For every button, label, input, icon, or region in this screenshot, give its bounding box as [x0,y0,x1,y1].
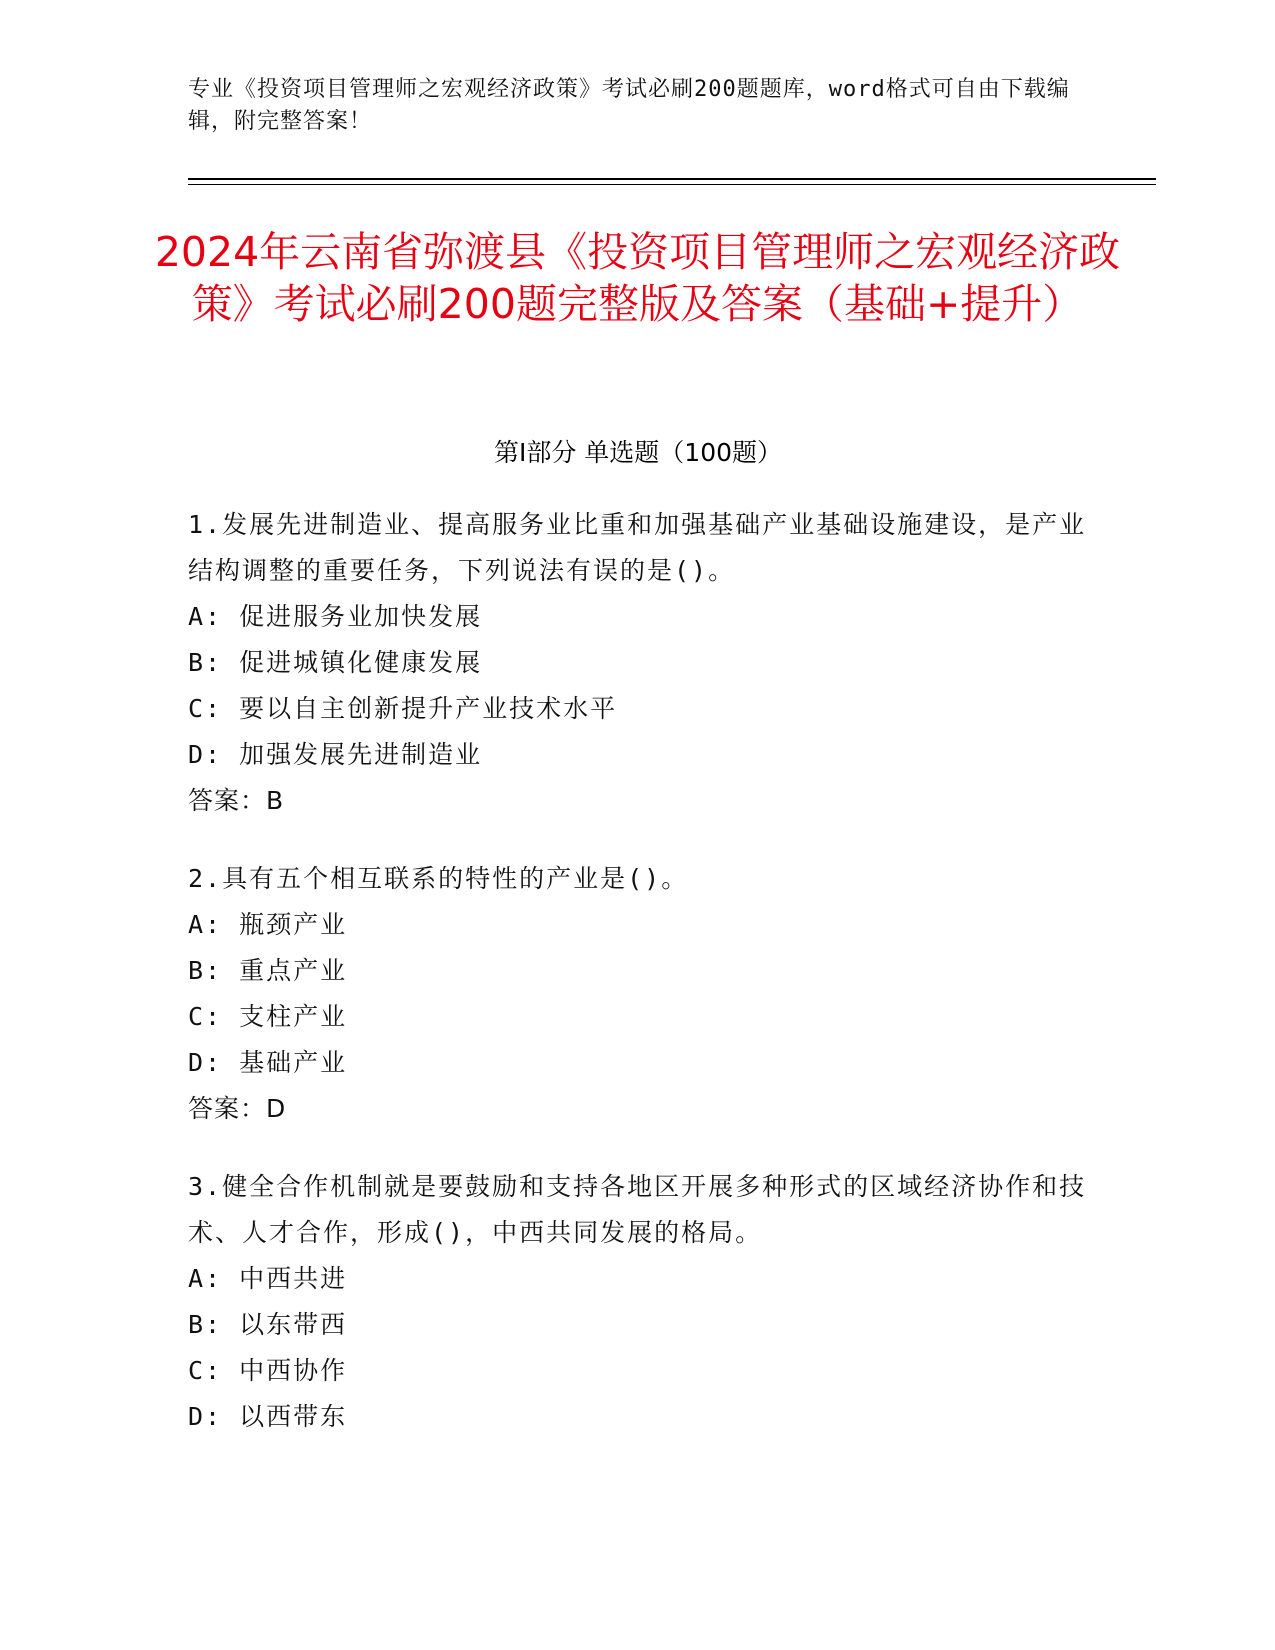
option-b: B: 促进城镇化健康发展 [188,648,483,677]
answer: 答案：B [188,786,285,815]
header-rule-thick [188,178,1156,180]
header-rule-thin [188,184,1156,185]
option-d: D: 加强发展先进制造业 [188,740,483,769]
question-3 [188,1164,1088,1440]
document-title: 2024年云南省弥渡县《投资项目管理师之宏观经济政策》考试必刷200题完整版及答案（基础+提升） [154,228,1121,328]
question-stem: 2.具有五个相互联系的特性的产业是()。 [188,864,689,893]
option-b: B: 重点产业 [188,956,348,985]
option-c: C: 支柱产业 [188,1002,348,1031]
section-title: 第Ⅰ部分 单选题（100题） [493,438,783,467]
question-stem: 3.健全合作机制就是要鼓励和支持各地区开展多种形式的区域经济协作和技术、人才合作，形成()，中西共同发展的格局。 [188,1172,1087,1247]
option-a: A: 瓶颈产业 [188,910,348,939]
option-d: D: 以西带东 [188,1402,348,1431]
question-stem: 1.发展先进制造业、提高服务业比重和加强基础产业基础设施建设，是产业结构调整的重要任务，下列说法有误的是()。 [188,510,1087,585]
option-c: C: 要以自主创新提升产业技术水平 [188,694,618,723]
option-d: D: 基础产业 [188,1048,348,1077]
option-b: B: 以东带西 [188,1310,348,1339]
option-a: A: 促进服务业加快发展 [188,602,483,631]
header-note: 专业《投资项目管理师之宏观经济政策》考试必刷200题题库，word格式可自由下载编辑，附完整答案！ [188,77,1070,134]
option-c: C: 中西协作 [188,1356,348,1385]
option-a: A: 中西共进 [188,1264,348,1293]
question-2 [188,856,1088,1132]
answer: 答案：D [188,1094,287,1123]
question-1 [188,502,1088,824]
